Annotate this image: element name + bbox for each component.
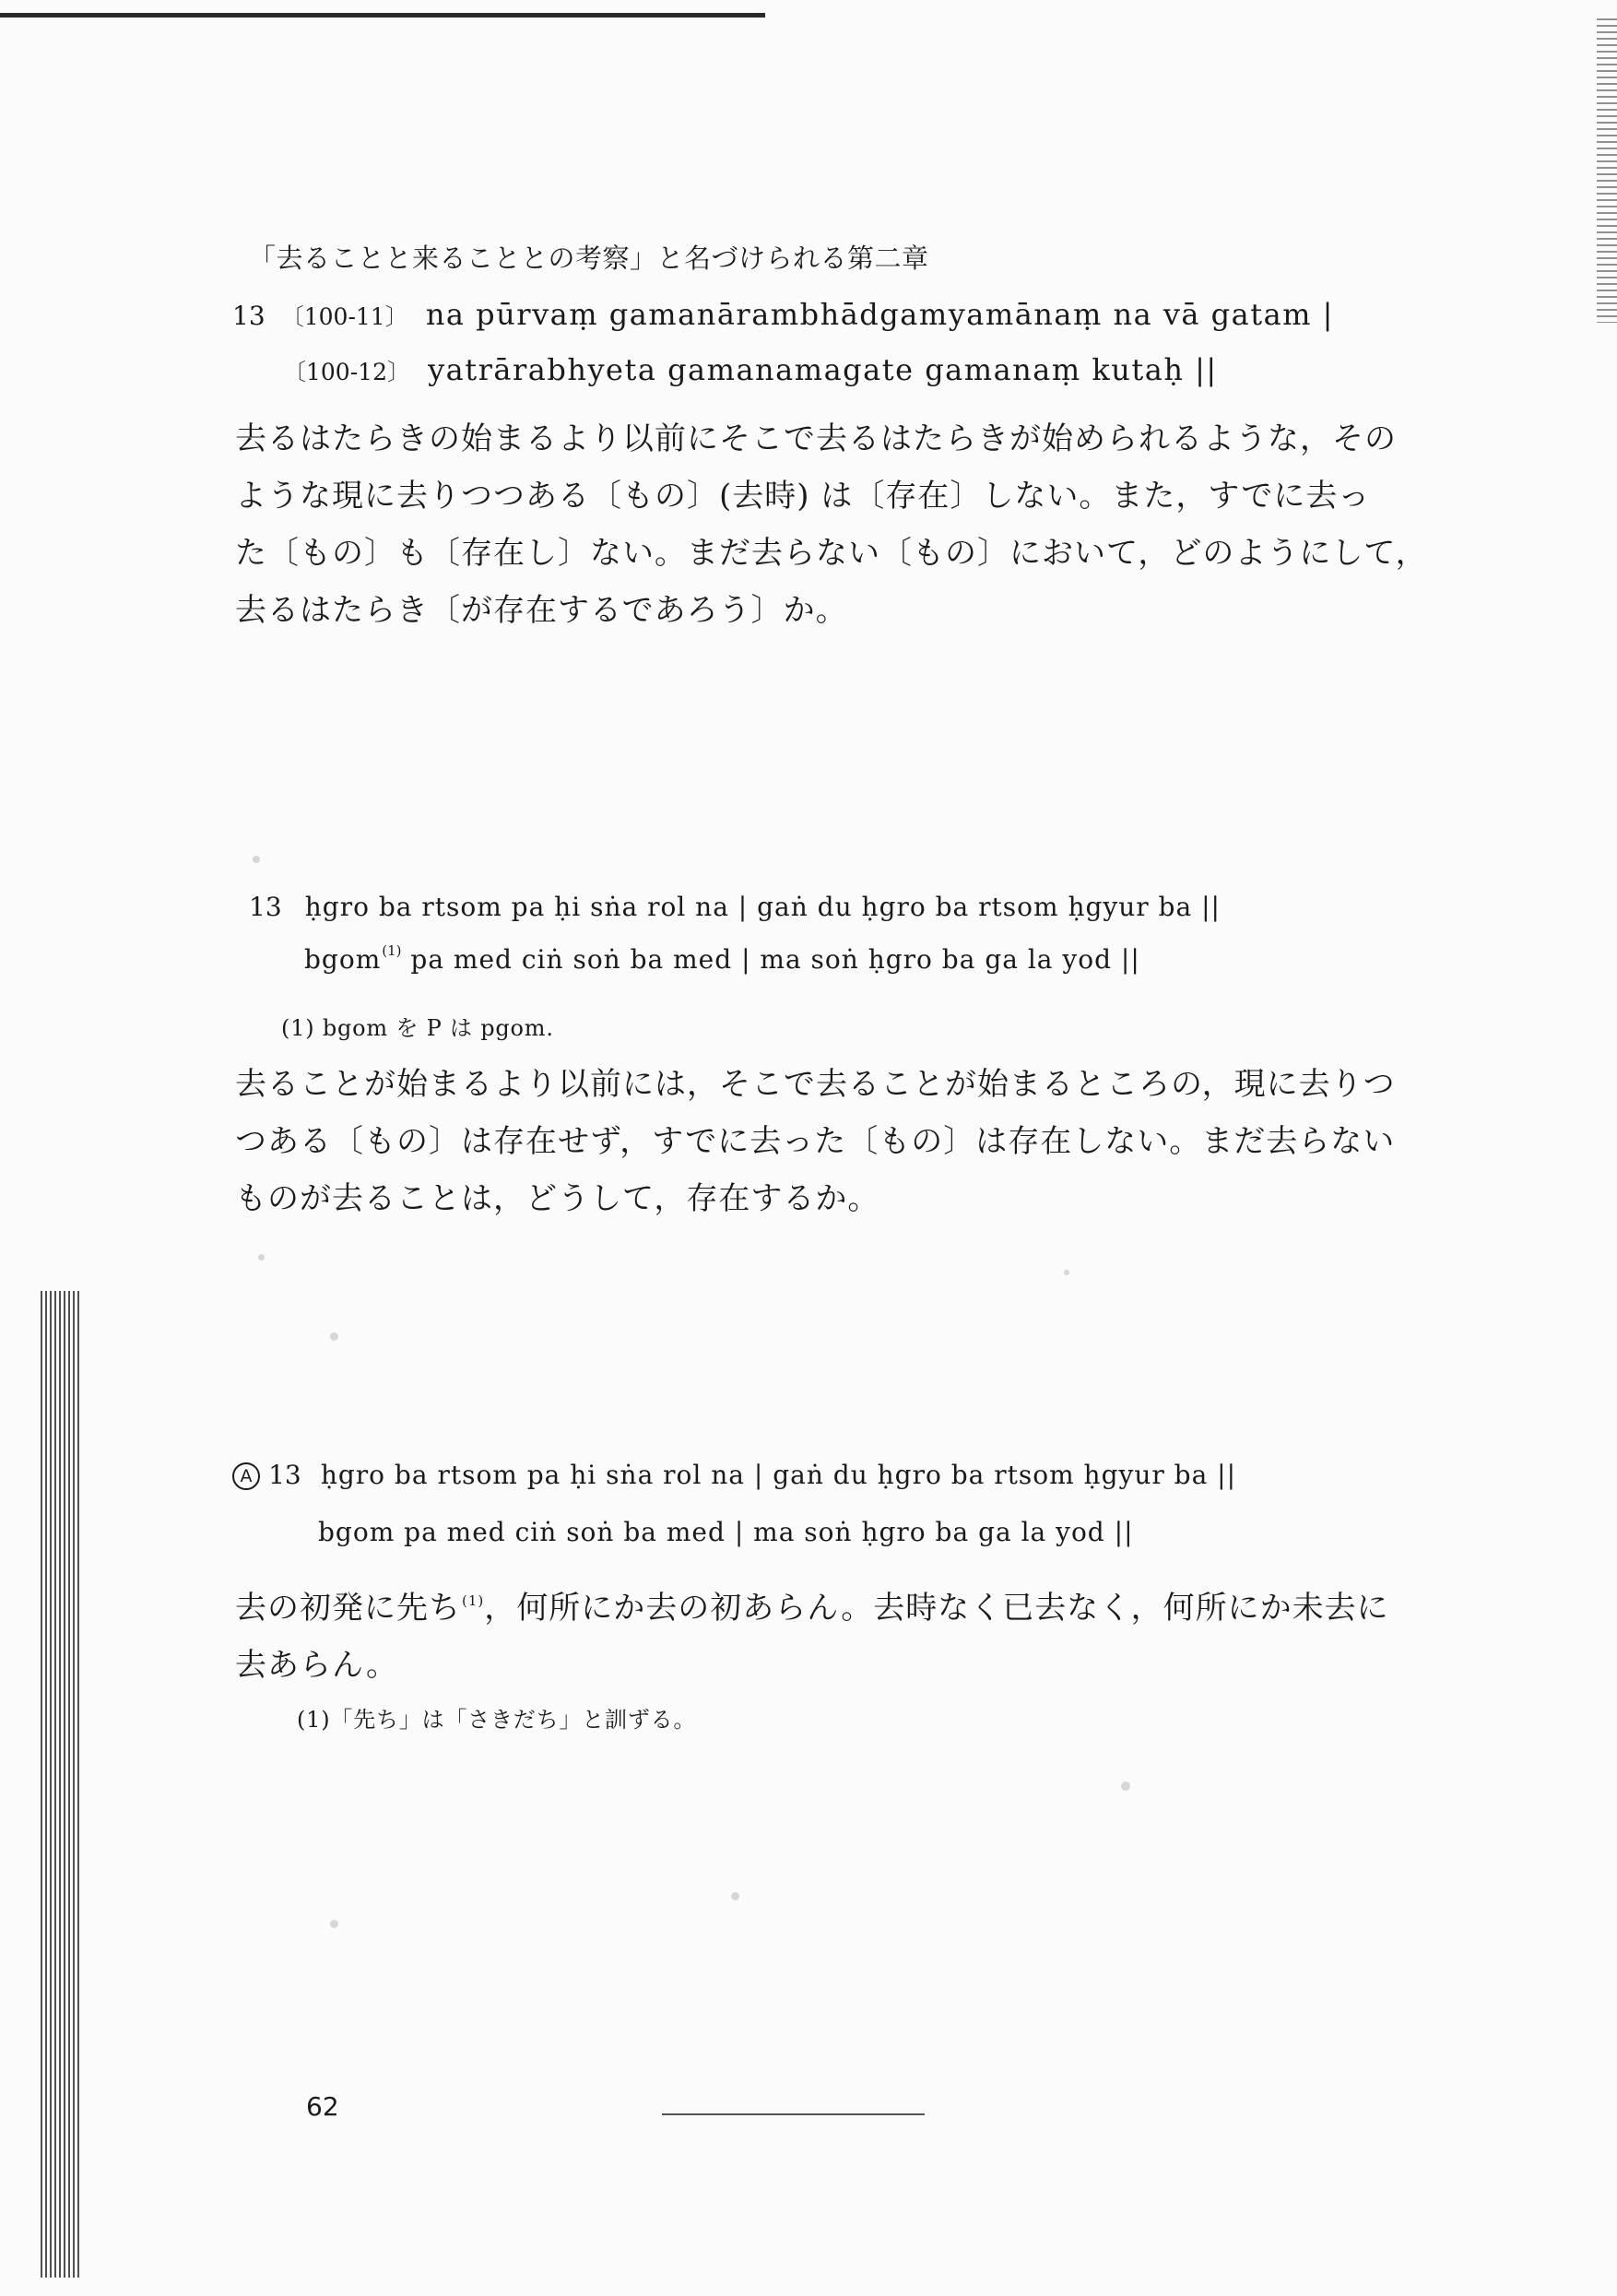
tibetan-line-1 <box>249 892 1221 922</box>
scan-speck <box>330 1920 338 1928</box>
bottom-scan-rule <box>662 2113 925 2115</box>
circled-a-marker: A <box>232 1462 260 1490</box>
translation-3-line-1 <box>235 1572 1389 1637</box>
chinese-tibetan-line-1 <box>232 1460 1236 1490</box>
chinese-tibetan-line-2 <box>318 1517 1134 1547</box>
scan-speck <box>330 1332 338 1341</box>
chinese-tibetan-verse-number: 13 <box>268 1460 301 1490</box>
chinese-tibetan-line-1-text: ḥgro ba rtsom pa ḥi sṅa rol na | gaṅ du ḥgro ba rtsom ḥgyur ba || <box>320 1460 1237 1490</box>
translation-2-line-2: つある〔もの〕は存在せず，すでに去った〔もの〕は存在しない。まだ去らない <box>235 1123 1396 1160</box>
sanskrit-line-1-text: na pūrvaṃ gamanārambhādgamyamānaṃ na vā gatam | <box>425 297 1334 332</box>
translation-1-line-1: 去るはたらきの始まるより以前にそこで去るはたらきが始められるような，その <box>235 420 1397 457</box>
top-scan-rule <box>0 13 765 18</box>
sanskrit-line-1-ref: 〔100-11〕 <box>280 303 408 330</box>
sanskrit-line-2-ref: 〔100-12〕 <box>283 359 410 385</box>
scan-speck <box>253 856 260 863</box>
sanskrit-verse-number: 13 <box>232 301 266 331</box>
tibetan-line-2 <box>304 942 1140 975</box>
scan-speck <box>1121 1781 1130 1791</box>
left-scan-artifact <box>41 1291 81 2278</box>
right-scan-artifact <box>1597 18 1617 323</box>
footnote-marker: (1) <box>382 942 402 959</box>
tibetan-line-1-text: ḥgro ba rtsom pa ḥi sṅa rol na | gaṅ du ḥgro ba rtsom ḥgyur ba || <box>304 892 1221 922</box>
translation-1-line-3: た〔もの〕も〔存在し〕ない。まだ去らない〔もの〕において，どのようにして， <box>235 535 1428 572</box>
sanskrit-line-2-text: yatrārabhyeta gamanamagate gamanaṃ kutaḥ || <box>428 352 1218 387</box>
translation-2-line-3: ものが去ることは，どうして，存在するか。 <box>235 1180 880 1217</box>
translation-block-2 <box>235 1056 1396 1227</box>
chinese-tibetan-line-2-text: bgom pa med ciṅ soṅ ba med | ma soṅ ḥgro ba ga la yod || <box>318 1517 1134 1547</box>
tibetan-line-2-prefix: bgom <box>304 944 382 975</box>
translation-1-line-4: 去るはたらき〔が存在するであろう〕か。 <box>235 592 848 629</box>
translation-block-1 <box>235 410 1428 639</box>
tibetan-verse-number: 13 <box>249 892 282 922</box>
scan-speck <box>258 1254 265 1260</box>
chapter-heading: 「去ることと来ることとの考察」と名づけられる第二章 <box>249 243 929 274</box>
tibetan-line-2-rest: pa med ciṅ soṅ ba med | ma soṅ ḥgro ba ga la yod || <box>401 944 1140 975</box>
translation-1-line-2: ような現に去りつつある〔もの〕(去時) は〔存在〕しない。また，すでに去っ <box>235 478 1371 515</box>
translation-block-3 <box>235 1572 1389 1694</box>
translation-3-line-1-prefix: 去の初発に先ち <box>235 1590 461 1627</box>
tibetan-footnote: (1) bgom を P は pgom. <box>281 1015 554 1041</box>
translation-2-line-1: 去ることが始まるより以前には，そこで去ることが始まるところの，現に去りつ <box>235 1066 1396 1103</box>
page-number: 62 <box>306 2091 339 2122</box>
sanskrit-line-1 <box>232 297 1334 332</box>
scan-speck <box>1064 1270 1069 1275</box>
translation-footnote-marker: (1) <box>462 1592 485 1609</box>
translation-footnote: (1)「先ち」は「さきだち」と訓ずる。 <box>297 1707 697 1733</box>
translation-3-line-2: 去あらん。 <box>235 1647 399 1684</box>
scan-speck <box>731 1892 739 1900</box>
translation-3-line-1-rest: ，何所にか去の初あらん。去時なく已去なく，何所にか未去に <box>484 1590 1389 1627</box>
sanskrit-line-2 <box>283 352 1218 387</box>
